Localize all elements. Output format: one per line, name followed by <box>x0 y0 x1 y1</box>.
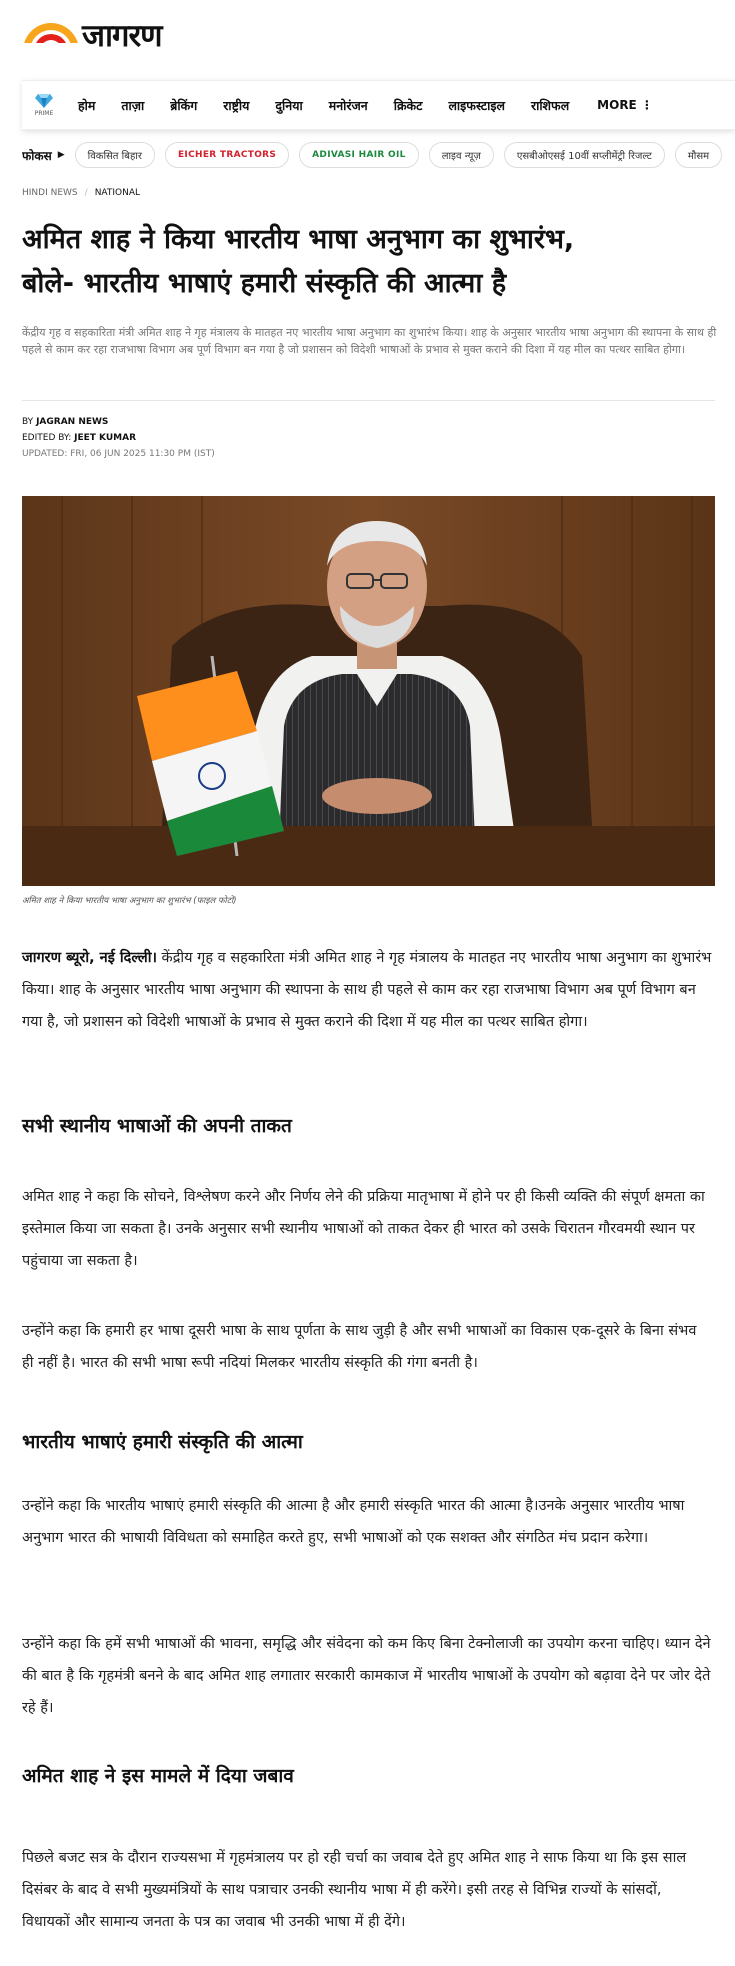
paragraph-1 <box>22 942 712 1038</box>
dateline: जागरण ब्यूरो, नई दिल्ली। <box>22 950 157 966</box>
hero-image <box>22 496 715 886</box>
nav-item-latest[interactable]: ताज़ा <box>121 97 145 113</box>
by-label: BY <box>22 417 34 427</box>
focus-chip-adivasi[interactable]: ADIVASI HAIR OIL <box>299 142 419 168</box>
section-heading-1: सभी स्थानीय भाषाओं की अपनी ताकत <box>22 1115 292 1137</box>
breadcrumb-separator: / <box>84 188 88 198</box>
diamond-icon <box>35 93 53 109</box>
brand-name: जागरण <box>82 18 162 54</box>
nav-item-cricket[interactable]: क्रिकेट <box>393 97 423 113</box>
section-heading-3: अमित शाह ने इस मामले में दिया जबाव <box>22 1765 294 1787</box>
nav-item-national[interactable]: राष्ट्रीय <box>223 97 250 113</box>
prime-label: PRIME <box>34 110 54 117</box>
paragraph-4: उन्होंने कहा कि भारतीय भाषाएं हमारी संस्कृति की आत्मा है और हमारी संस्कृति भारत की आत्मा है।उनके अनुसार भारतीय भाषा अनुभाग भारत की भाषायी विविधता को समाहित करते हुए, सभी भाषाओं को एक सशक्त और संगठित मंच प्रदान करेगा। <box>22 1498 685 1546</box>
nav-item-world[interactable]: दुनिया <box>275 97 303 113</box>
article-headline <box>22 218 712 306</box>
nav-item-breaking[interactable]: ब्रेकिंग <box>170 97 198 113</box>
nav-item-home[interactable]: होम <box>78 97 96 113</box>
breadcrumb-current[interactable]: NATIONAL <box>94 188 141 198</box>
paragraph-5: उन्होंने कहा कि हमें सभी भाषाओं की भावना, समृद्धि और संवेदना को कम किए बिना टेक्नोलाजी का उपयोग करना चाहिए। ध्यान देने की बात है कि गृहमंत्री बनने के बाद अमित शाह लगातार सरकारी कामकाज में भारतीय भाषाओं के उपयोग को बढ़ावा देने पर जोर देते रहे हैं। <box>22 1636 711 1716</box>
editor-link[interactable]: JEET KUMAR <box>74 433 137 443</box>
divider <box>22 400 715 401</box>
nav-item-entertainment[interactable]: मनोरंजन <box>328 97 368 113</box>
paragraph-2: अमित शाह ने कहा कि सोचने, विश्लेषण करने और निर्णय लेने की प्रक्रिया मातृभाषा में होने पर ही किसी व्यक्ति की संपूर्ण क्षमता का इस्तेमाल किया जा सकता है। उनके अनुसार सभी स्थानीय भाषाओं को ताकत देकर ही भारत को उसके चिरातन गौरवमयी स्थान पर पहुंचाया जा सकता है। <box>22 1189 705 1269</box>
rising-sun-logo-icon <box>22 17 80 53</box>
author-link[interactable]: JAGRAN NEWS <box>36 417 109 427</box>
nav-more-button[interactable]: MORE ⋮ <box>597 98 653 112</box>
breadcrumb-home[interactable]: HINDI NEWS <box>22 188 78 198</box>
edited-by-label: EDITED BY: <box>22 433 72 443</box>
paragraph-1-text: केंद्रीय गृह व सहकारिता मंत्री अमित शाह ने गृह मंत्रालय के मातहत नए भारतीय भाषा अनुभाग का शुभारंभ किया। शाह के अनुसार भारतीय भाषा अनुभाग की स्थापना के साथ ही पहले से काम कर रहा राजभाषा विभाग अब पूर्ण विभाग बन गया है, जो प्रशासन को विदेशी भाषाओं के प्रभाव से मुक्त कराने की दिशा में यह मील का पत्थर साबित होगा। <box>22 950 712 1030</box>
focus-chip[interactable]: एसबीओएसई 10वीं सप्लीमेंट्री रिजल्ट <box>504 142 665 168</box>
nav-item-horoscope[interactable]: राशिफल <box>530 97 570 113</box>
focus-chip[interactable]: विकसित बिहार <box>75 142 155 168</box>
section-heading-2: भारतीय भाषाएं हमारी संस्कृति की आत्मा <box>22 1431 303 1453</box>
paragraph-3: उन्होंने कहा कि हमारी हर भाषा दूसरी भाषा के साथ पूर्णता के साथ जुड़ी है और सभी भाषाओं का विकास एक-दूसरे के बिना संभव ही नहीं है। भारत की सभी भाषा रूपी नदियां मिलकर भारतीय संस्कृति की गंगा बनती है। <box>22 1323 697 1371</box>
headline-line-1: अमित शाह ने किया भारतीय भाषा अनुभाग का शुभारंभ, <box>22 224 575 255</box>
image-caption: अमित शाह ने किया भारतीय भाषा अनुभाग का शुभारंभ (फाइल फोटो) <box>22 896 237 906</box>
paragraph-6: पिछले बजट सत्र के दौरान राज्यसभा में गृहमंत्रालय पर हो रही चर्चा का जवाब देते हुए अमित शाह ने साफ किया था कि इस साल दिसंबर के बाद वे सभी मुख्यमंत्रियों के साथ पत्राचार उनकी स्थानीय भाषा में ही करेंगे। इसी तरह से विभिन्न राज्यों के सांसदों, विधायकों और सामान्य जनता के पत्र का जवाब भी उनकी भाषा में ही देंगे। <box>22 1850 687 1930</box>
focus-label: फोकस <box>22 148 52 163</box>
focus-chip[interactable]: मौसम <box>675 142 722 168</box>
nav-item-lifestyle[interactable]: लाइफस्टाइल <box>448 97 505 113</box>
byline <box>22 414 215 462</box>
focus-chip-eicher[interactable]: EICHER TRACTORS <box>165 142 289 168</box>
prime-link[interactable] <box>24 83 64 127</box>
focus-chip[interactable]: लाइव न्यूज़ <box>429 142 494 168</box>
site-header <box>0 0 735 70</box>
updated-timestamp: UPDATED: FRI, 06 JUN 2025 11:30 PM (IST) <box>22 449 215 459</box>
article-summary: केंद्रीय गृह व सहकारिता मंत्री अमित शाह ने गृह मंत्रालय के मातहत नए भारतीय भाषा अनुभाग का शुभारंभ किया। शाह के अनुसार भारतीय भाषा अनुभाग की स्थापना के साथ ही पहले से काम कर रहा राजभाषा विभाग अब पूर्ण विभाग बन गया है जो प्रशासन को विदेशी भाषाओं के प्रभाव से मुक्त कराने की दिशा में यह मील का पत्थर साबित होगा। <box>22 326 717 356</box>
headline-line-2: बोले- भारतीय भाषाएं हमारी संस्कृति की आत्मा है <box>22 268 507 299</box>
breadcrumb <box>22 188 140 198</box>
focus-topics <box>22 141 735 169</box>
jagran-logo[interactable] <box>22 16 162 54</box>
main-nav <box>22 80 735 130</box>
play-arrow-icon: ▶ <box>57 150 65 160</box>
